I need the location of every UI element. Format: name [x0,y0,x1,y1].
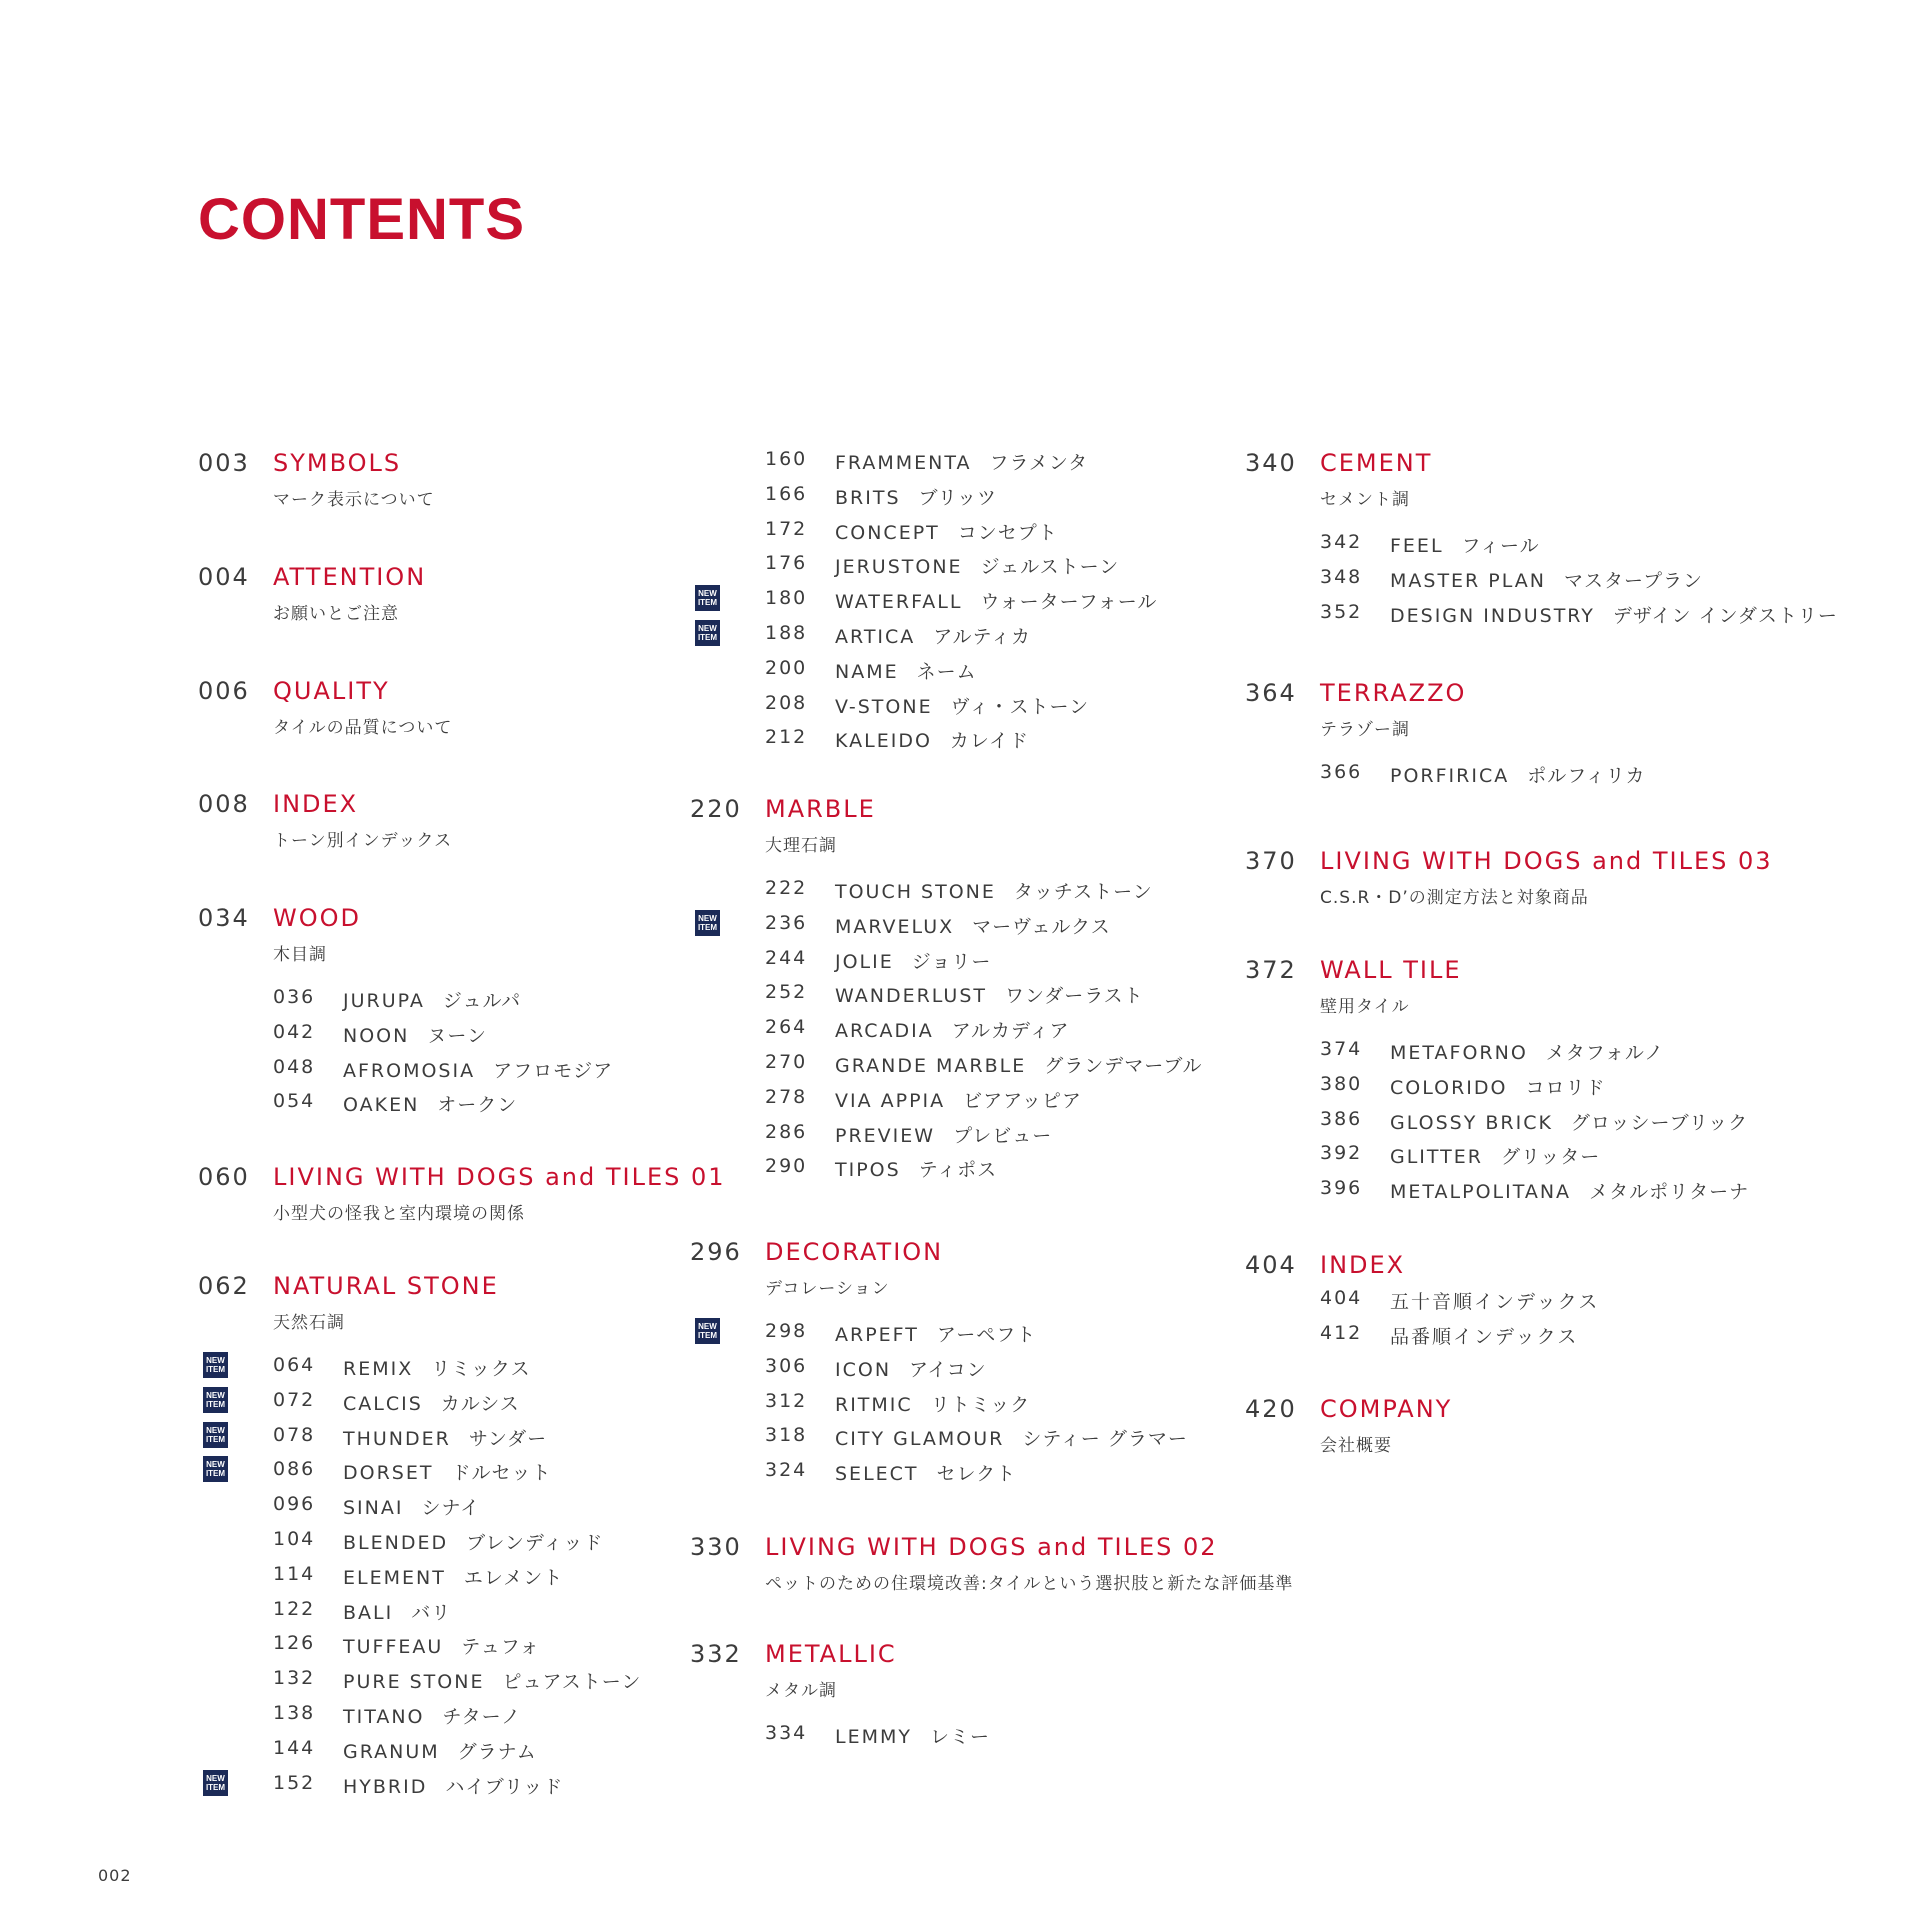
section-page-number: 364 [1245,679,1297,707]
item-name-en: METAFORNO [1390,1042,1528,1064]
section-page-number: 340 [1245,449,1297,477]
item-name-en: BLENDED [343,1532,449,1554]
item-name [835,1424,1188,1451]
item-page-number: 352 [1320,600,1363,623]
item-name-jp: アフロモジア [493,1059,614,1082]
section-page-number: 062 [198,1272,250,1300]
item-name [1390,1142,1600,1169]
item-name [343,1056,613,1083]
item-page-number: 188 [765,622,808,644]
item-name-jp: グリッター [1501,1146,1601,1169]
item-name [343,986,521,1013]
item-page-number: 104 [273,1528,316,1550]
item-page-number: 278 [765,1085,808,1108]
item-name [835,1722,990,1749]
item-name-jp: ビアアッピア [963,1089,1082,1112]
item-name [835,1086,1082,1113]
new-item-badge: NEW ITEM [695,910,720,936]
section-title-link[interactable]: SYMBOLS [273,449,402,477]
item-name [1390,601,1838,628]
item-name [835,1320,1036,1347]
section-subtitle: 大理石調 [765,836,837,856]
item-name [835,877,1153,904]
item-page-number: 374 [1320,1038,1363,1060]
section-subtitle: 天然石調 [273,1313,345,1333]
item-page-number: 270 [765,1051,808,1073]
section-page-number: 220 [690,795,742,823]
section-title-link[interactable]: INDEX [273,790,359,818]
item-name-en: COLORIDO [1390,1076,1508,1099]
section-page-number: 330 [690,1533,742,1561]
item-page-number: 166 [765,482,808,505]
section-title-link[interactable]: NATURAL STONE [273,1272,499,1300]
item-name-jp: 五十音順インデックス [1390,1291,1600,1313]
item-name [1390,531,1540,558]
item-name-en: JERUSTONE [835,556,963,579]
section-subtitle: デコレーション [765,1279,890,1299]
new-item-badge: NEW ITEM [203,1422,228,1448]
item-name-jp: ジョリー [911,950,992,973]
item-name-en: ELEMENT [343,1566,446,1589]
item-name [1390,761,1646,788]
section-subtitle: トーン別インデックス [273,831,453,851]
item-name-jp: マスタープラン [1564,569,1704,592]
item-name [835,1121,1052,1148]
section-title-link[interactable]: MARBLE [765,795,876,823]
item-page-number: 252 [765,981,808,1004]
item-page-number: 412 [1320,1321,1363,1344]
page-title: CONTENTS [198,187,525,252]
item-name [835,552,1119,579]
item-name-en: RITMIC [835,1393,913,1416]
item-name [343,1772,563,1799]
item-page-number: 078 [273,1423,316,1446]
item-name-en: SINAI [343,1497,404,1520]
item-name-jp: バリ [411,1601,452,1624]
item-name-en: MASTER PLAN [1390,569,1546,592]
item-name-en: VIA APPIA [835,1089,946,1112]
new-item-badge: NEW ITEM [203,1387,228,1413]
section-page-number: 420 [1245,1395,1297,1423]
item-name-en: MARVELUX [835,915,955,938]
item-name [1390,1177,1749,1204]
item-name-jp: グラナム [457,1740,537,1763]
item-name-jp: ポルフィリカ [1527,765,1646,787]
item-page-number: 072 [273,1388,316,1411]
item-page-number: 396 [1320,1177,1363,1200]
item-name [835,657,977,684]
item-name [835,726,1029,753]
new-item-badge: NEW ITEM [203,1770,228,1796]
item-name-jp: コロリド [1525,1076,1606,1099]
item-name-jp: レミー [929,1726,990,1748]
item-name-jp: ネーム [916,660,977,683]
item-name [835,1390,1030,1417]
item-name-en: JURUPA [343,990,425,1012]
item-page-number: 290 [765,1155,808,1178]
item-page-number: 392 [1320,1142,1363,1165]
item-name [343,1424,547,1451]
item-page-number: 386 [1320,1107,1363,1130]
section-subtitle: マーク表示について [273,490,435,510]
section-page-number: 008 [198,790,250,818]
item-name [1390,1038,1664,1065]
item-name [1390,1322,1578,1349]
item-name [1390,1287,1599,1314]
item-page-number: 160 [765,448,808,470]
item-name-en: TITANO [343,1706,425,1728]
item-name-jp: カルシス [440,1392,520,1415]
item-name-jp: ヌーン [427,1024,487,1047]
item-page-number: 222 [765,877,808,899]
item-page-number: 366 [1320,761,1363,783]
section-page-number: 404 [1245,1251,1297,1279]
item-name [835,518,1058,545]
item-name-en: WATERFALL [835,591,963,614]
item-page-number: 324 [765,1459,808,1482]
section-title-link[interactable]: LIVING WITH DOGS and TILES 01 [273,1163,726,1191]
section-title-link[interactable]: ATTENTION [273,563,427,591]
item-name-jp: フィール [1461,535,1540,557]
item-name-jp: ヴィ・ストーン [950,695,1090,718]
section-page-number: 296 [690,1238,742,1266]
section-subtitle: ペットのための住環境改善:タイルという選択肢と新たな評価基準 [765,1574,1294,1594]
item-name [835,912,1111,939]
section-title-link[interactable]: METALLIC [765,1640,897,1668]
item-name [835,587,1157,614]
item-name-en: BALI [343,1601,394,1624]
item-name-jp: サンダー [468,1427,548,1450]
item-page-number: 318 [765,1424,808,1447]
item-name-jp: メタルポリターナ [1589,1181,1750,1204]
item-name-jp: ティポス [918,1159,998,1182]
item-page-number: 122 [273,1597,316,1620]
item-page-number: 404 [1320,1287,1363,1309]
item-name-jp: エレメント [463,1566,564,1589]
section-subtitle: お願いとご注意 [273,604,399,624]
item-name-en: CALCIS [343,1392,423,1415]
item-page-number: 342 [1320,531,1363,553]
item-page-number: 152 [273,1771,316,1794]
section-page-number: 060 [198,1163,250,1191]
section-title-link[interactable]: CEMENT [1320,449,1433,477]
item-page-number: 138 [273,1702,316,1724]
section-title-link[interactable]: WALL TILE [1320,956,1462,984]
item-page-number: 114 [273,1562,316,1585]
item-name [343,1090,517,1117]
item-name-jp: フラメンタ [989,452,1089,474]
item-name-en: DESIGN INDUSTRY [1390,604,1595,627]
item-page-number: 200 [765,656,808,679]
item-page-number: 306 [765,1354,808,1377]
item-name-en: THUNDER [343,1427,451,1450]
item-name-jp: デザイン インダストリー [1612,604,1838,627]
section-page-number: 372 [1245,956,1297,984]
item-page-number: 208 [765,691,808,714]
item-name-en: LEMMY [835,1726,912,1748]
item-name-jp: プレビュー [953,1124,1053,1147]
item-name-jp: セレクト [936,1463,1017,1486]
section-subtitle: タイルの品質について [273,718,453,738]
item-name [343,1702,521,1729]
item-name [343,1021,487,1048]
item-page-number: 348 [1320,565,1363,588]
item-name-en: GLITTER [1390,1146,1483,1169]
item-name [835,947,991,974]
item-page-number: 380 [1320,1072,1363,1095]
item-page-number: 244 [765,946,808,969]
section-subtitle: 小型犬の怪我と室内環境の関係 [273,1204,525,1224]
item-name-jp: グロッシーブリック [1570,1111,1749,1134]
item-name-en: DORSET [343,1462,434,1485]
item-name-jp: アイコン [909,1358,987,1381]
item-name-en: PORFIRICA [1390,765,1510,787]
item-page-number: 176 [765,552,808,575]
item-name-en: NOON [343,1024,410,1047]
section-title-link[interactable]: WOOD [273,904,361,932]
item-name-jp: シティー グラマー [1022,1428,1188,1451]
new-item-badge: NEW ITEM [695,620,720,646]
item-name-en: METALPOLITANA [1390,1181,1572,1204]
new-item-badge: NEW ITEM [203,1456,228,1482]
item-name-jp: アーペフト [936,1324,1037,1346]
item-name-en: FEEL [1390,535,1444,557]
section-page-number: 370 [1245,847,1297,875]
section-title-link[interactable]: QUALITY [273,677,390,705]
item-page-number: 036 [273,986,316,1008]
item-name [835,1355,987,1382]
section-title-link[interactable]: LIVING WITH DOGS and TILES 03 [1320,847,1773,875]
item-name-jp: ワンダーラスト [1005,985,1144,1008]
item-name-jp: ジュルパ [442,990,522,1012]
item-name [343,1667,641,1694]
item-name-jp: テュフォ [461,1636,540,1659]
item-name [343,1563,563,1590]
section-page-number: 332 [690,1640,742,1668]
item-page-number: 086 [273,1458,316,1481]
item-page-number: 286 [765,1120,808,1143]
item-name [835,1051,1203,1078]
section-subtitle: セメント調 [1320,490,1410,510]
item-name-jp: ウォーターフォール [980,591,1158,614]
section-page-number: 034 [198,904,250,932]
item-name [1390,566,1703,593]
item-page-number: 264 [765,1016,808,1039]
item-name [1390,1073,1606,1100]
item-name-jp: タッチストーン [1013,881,1153,903]
item-name [343,1528,603,1555]
item-page-number: 236 [765,911,808,934]
item-name [1390,1108,1748,1135]
item-name-jp: コンセプト [957,521,1058,544]
item-page-number: 180 [765,587,808,610]
item-name-en: SELECT [835,1463,919,1486]
item-name-en: TUFFEAU [343,1636,444,1659]
item-name-en: PREVIEW [835,1124,936,1147]
item-name-jp: カレイド [949,730,1029,753]
item-name-jp: シナイ [421,1497,481,1520]
item-page-number: 126 [273,1632,316,1655]
item-name-jp: アルティカ [933,626,1032,648]
item-name [835,1016,1069,1043]
item-name-jp: リトミック [930,1393,1031,1416]
item-page-number: 048 [273,1055,316,1078]
new-item-badge: NEW ITEM [695,585,720,611]
item-name [343,1354,531,1381]
item-page-number: 212 [765,726,808,749]
item-page-number: 042 [273,1020,316,1043]
section-page-number: 006 [198,677,250,705]
section-title-link[interactable]: COMPANY [1320,1395,1453,1423]
item-name-en: TIPOS [835,1159,901,1182]
item-name-jp: アルカディア [951,1020,1070,1043]
section-subtitle: 木目調 [273,945,327,965]
item-name [343,1598,451,1625]
item-page-number: 096 [273,1493,316,1516]
item-name-jp: チターノ [442,1706,522,1728]
item-name [835,448,1088,475]
item-name [343,1458,551,1485]
section-page-number: 004 [198,563,250,591]
item-page-number: 334 [765,1722,808,1744]
item-name-en: WANDERLUST [835,985,988,1008]
item-name [835,981,1144,1008]
item-name-en: FRAMMENTA [835,452,972,474]
item-name-en: REMIX [343,1358,414,1380]
item-page-number: 132 [273,1667,316,1690]
page-number: 002 [98,1866,132,1885]
item-name [835,1459,1016,1486]
item-name [343,1493,480,1520]
item-name-en: PURE STONE [343,1671,485,1694]
item-name-jp: リミックス [431,1358,531,1380]
section-title-link[interactable]: INDEX [1320,1251,1406,1279]
section-subtitle: メタル調 [765,1681,837,1701]
item-name-en: GLOSSY BRICK [1390,1111,1553,1134]
item-name-en: AFROMOSIA [343,1059,476,1082]
item-name-jp: ブリッツ [918,486,997,509]
section-subtitle: テラゾー調 [1320,720,1410,740]
item-page-number: 064 [273,1354,316,1376]
item-name-en: CONCEPT [835,521,940,544]
item-name [835,483,997,510]
item-name-jp: マーヴェルクス [972,915,1111,938]
item-name-jp: ハイブリッド [445,1775,564,1798]
item-page-number: 054 [273,1090,316,1113]
new-item-badge: NEW ITEM [203,1352,228,1378]
item-name-en: ICON [835,1358,892,1381]
item-name-en: BRITS [835,486,901,509]
item-name [835,1155,997,1182]
item-name [343,1737,537,1764]
section-title-link[interactable]: TERRAZZO [1320,679,1467,707]
item-page-number: 144 [273,1736,316,1759]
item-name-jp: グランデマーブル [1044,1055,1203,1077]
item-name-en: CITY GLAMOUR [835,1428,1005,1451]
item-name [343,1389,520,1416]
item-name-en: OAKEN [343,1094,420,1117]
section-page-number: 003 [198,449,250,477]
item-name [343,1632,540,1659]
section-subtitle: 壁用タイル [1320,997,1410,1017]
item-name [835,692,1089,719]
item-name-jp: ピュアストーン [502,1671,642,1694]
item-name-en: ARPEFT [835,1324,919,1346]
item-name-en: V-STONE [835,695,933,718]
item-name-en: TOUCH STONE [835,881,996,903]
item-name-jp: ドルセット [451,1462,552,1485]
item-name [835,622,1031,649]
item-name-en: ARCADIA [835,1020,934,1043]
item-name-en: GRANUM [343,1740,440,1763]
section-title-link[interactable]: LIVING WITH DOGS and TILES 02 [765,1533,1218,1561]
item-name-en: GRANDE MARBLE [835,1055,1027,1077]
item-name-en: JOLIE [835,950,894,973]
section-subtitle: 会社概要 [1320,1436,1392,1456]
item-page-number: 172 [765,517,808,540]
item-name-en: HYBRID [343,1775,428,1798]
item-name-jp: 品番順インデックス [1390,1325,1579,1348]
item-page-number: 298 [765,1320,808,1342]
item-page-number: 312 [765,1389,808,1412]
item-name-jp: オークン [437,1094,518,1117]
section-title-link[interactable]: DECORATION [765,1238,944,1266]
item-name-en: ARTICA [835,626,916,648]
section-subtitle: C.S.R・D’の測定方法と対象商品 [1320,888,1589,908]
item-name-jp: メタフォルノ [1545,1042,1665,1064]
new-item-badge: NEW ITEM [695,1318,720,1344]
item-name-jp: ジェルストーン [980,556,1120,579]
item-name-en: KALEIDO [835,730,932,753]
item-name-en: NAME [835,660,899,683]
item-name-jp: ブレンディッド [466,1532,604,1554]
